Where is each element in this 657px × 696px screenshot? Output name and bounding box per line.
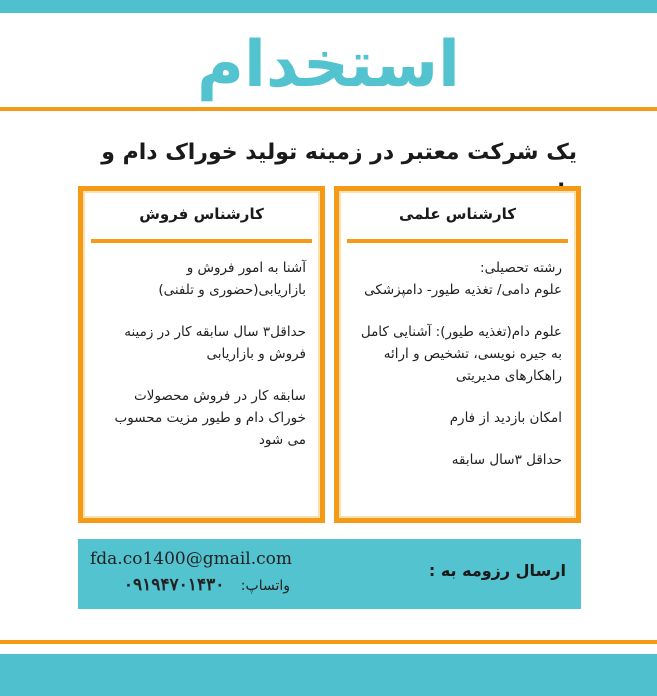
top-banner-bar — [0, 0, 657, 13]
science-position-title: کارشناس علمی — [398, 205, 517, 223]
sales-title-rule — [91, 239, 312, 243]
sales-requirement-experience: حداقل۳ سال سابقه کار در زمینه فروش و بازاریابی — [124, 324, 306, 362]
sales-requirements — [93, 257, 306, 471]
science-requirement-education: رشته تحصیلی: علوم دامی/ تغذیه طیور- دامپزشکی — [364, 260, 562, 298]
whatsapp-number[interactable]: ۰۹۱۹۴۷۰۱۴۳۰ — [123, 575, 225, 595]
bottom-banner-bar — [0, 654, 657, 696]
whatsapp-row — [90, 575, 290, 595]
science-requirements — [349, 257, 562, 491]
divider-bottom — [0, 640, 657, 644]
whatsapp-label: واتساپ: — [240, 578, 290, 594]
sales-position-title: کارشناس فروش — [139, 205, 264, 223]
divider-top — [0, 107, 657, 111]
contact-box — [78, 539, 581, 609]
company-subtitle: یک شرکت معتبر در زمینه تولید خوراک دام و — [101, 140, 577, 165]
contact-email-link[interactable]: fda.co1400@gmail.com — [90, 549, 293, 569]
page-title: استخدام — [197, 28, 460, 102]
sales-requirement-advantage: سابقه کار در فروش محصولات خوراک دام و طیور مزیت محسوب می شود — [114, 388, 306, 448]
send-resume-label: ارسال رزومه به : — [428, 561, 566, 580]
science-requirement-experience: حداقل ۳سال سابقه — [451, 452, 562, 468]
science-position-card — [334, 186, 581, 523]
science-title-rule — [347, 239, 568, 243]
science-requirement-skills: علوم دام(تغذیه طیور): آشنایی کامل به جیره نویسی، تشخیص و ارائه راهکارهای مدیریتی — [360, 324, 562, 384]
science-requirement-farm-visit: امکان بازدید از فارم — [449, 410, 562, 426]
sales-requirement-knowledge: آشنا به امور فروش و بازاریابی(حضوری و تلفنی) — [158, 260, 306, 298]
sales-position-card — [78, 186, 325, 523]
